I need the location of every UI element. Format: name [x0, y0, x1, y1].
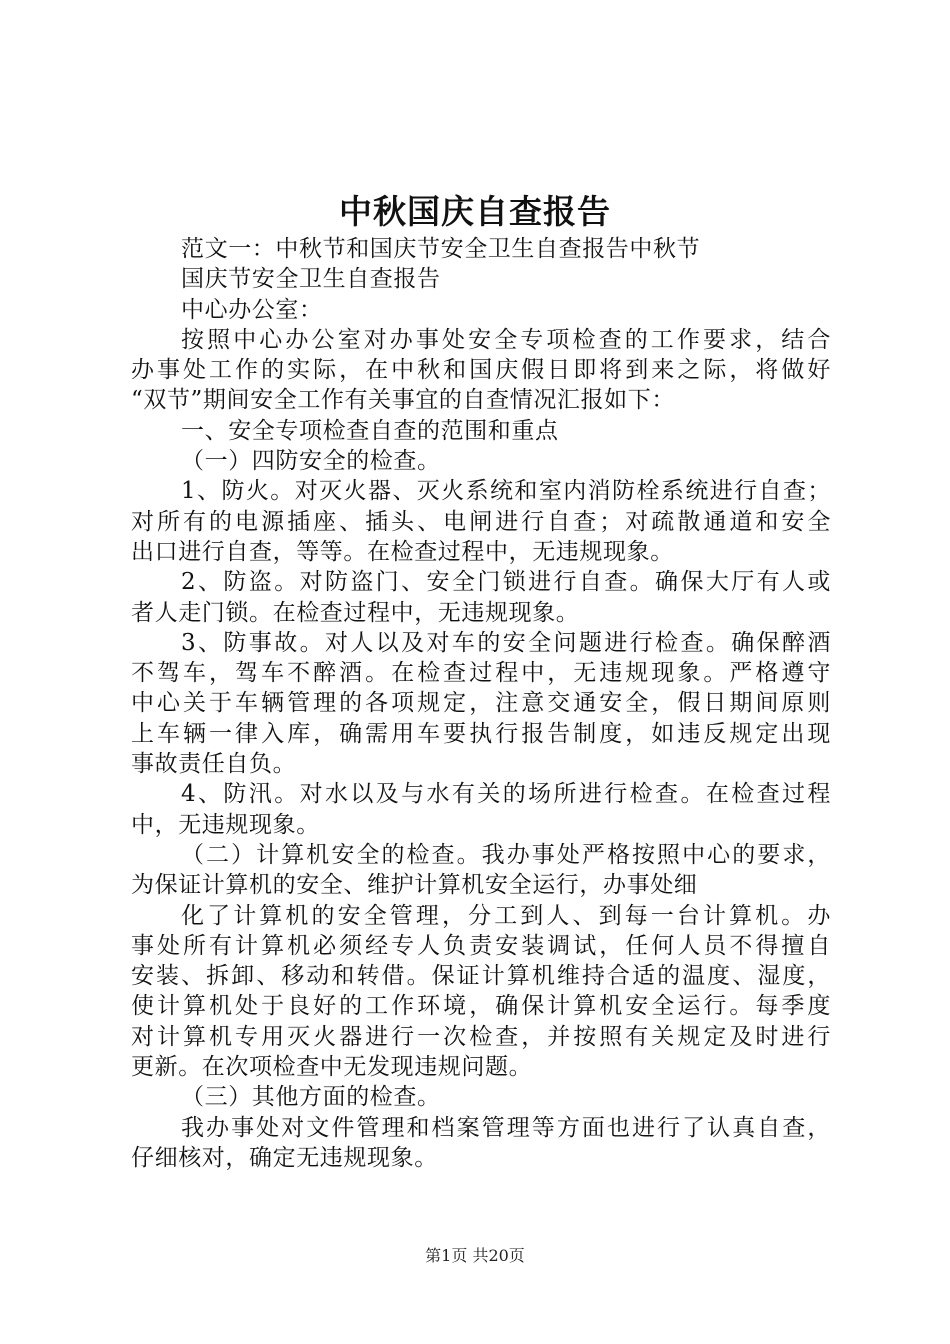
text-line: 国庆节安全卫生自查报告: [181, 266, 441, 293]
text-line: 者人走门锁。在检查过程中，无违规现象。: [131, 599, 580, 626]
text-line: 中心办公室：: [181, 296, 323, 323]
text-line: 一、安全专项检查自查的范围和重点: [181, 417, 559, 444]
text-line: 中心关于车辆管理的各项规定，注意交通安全，假日期间原则: [131, 690, 831, 717]
text-line: （一）四防安全的检查。: [181, 448, 441, 475]
text-line: 化了计算机的安全管理，分工到人、到每一台计算机。办: [181, 902, 831, 929]
text-line: 2、防盗。对防盗门、安全门锁进行自查。确保大厅有人或: [181, 569, 831, 596]
text-line: 更新。在次项检查中无发现违规问题。: [131, 1054, 533, 1081]
text-line: 范文一：中秋节和国庆节安全卫生自查报告中秋节: [181, 236, 701, 262]
text-line: 出口进行自查，等等。在检查过程中，无违规现象。: [131, 538, 674, 565]
text-line: 为保证计算机的安全、维护计算机安全运行，办事处细: [131, 872, 698, 899]
text-line: （二）计算机安全的检查。我办事处严格按照中心的要求，: [181, 841, 831, 868]
text-line: 4、防汛。对水以及与水有关的场所进行检查。在检查过程: [181, 781, 831, 808]
text-line: 3、防事故。对人以及对车的安全问题进行检查。确保醉酒: [181, 629, 831, 656]
text-line: 按照中心办公室对办事处安全专项检查的工作要求，结合: [181, 326, 831, 353]
text-line: 不驾车，驾车不醉酒。在检查过程中，无违规现象。严格遵守: [131, 660, 831, 687]
text-line: 上车辆一律入库，确需用车要执行报告制度，如违反规定出现: [131, 720, 831, 747]
document-title: 中秋国庆自查报告: [339, 192, 611, 231]
text-line: 安装、拆卸、移动和转借。保证计算机维持合适的温度、湿度，: [131, 963, 831, 990]
document-body: [131, 234, 831, 1173]
text-line: 办事处工作的实际，在中秋和国庆假日即将到来之际，将做好: [131, 357, 831, 384]
text-line: 对所有的电源插座、插头、电闸进行自查；对疏散通道和安全: [131, 508, 831, 535]
text-line: 仔细核对，确定无违规现象。: [131, 1144, 438, 1171]
text-line: 1、防火。对灭火器、灭火系统和室内消防栓系统进行自查；: [181, 478, 831, 505]
text-line: “双节”期间安全工作有关事宜的自查情况汇报如下：: [131, 387, 675, 414]
text-line: 我办事处对文件管理和档案管理等方面也进行了认真自查，: [181, 1114, 831, 1141]
page-footer: 第1页 共20页: [425, 1246, 525, 1265]
text-line: （三）其他方面的检查。: [181, 1084, 441, 1111]
text-line: 事处所有计算机必须经专人负责安装调试，任何人员不得擅自: [131, 932, 831, 959]
text-line: 事故责任自负。: [131, 751, 297, 778]
text-line: 对计算机专用灭火器进行一次检查，并按照有关规定及时进行: [131, 1023, 831, 1050]
text-line: 使计算机处于良好的工作环境，确保计算机安全运行。每季度: [131, 993, 831, 1020]
text-line: 中，无违规现象。: [131, 811, 320, 838]
